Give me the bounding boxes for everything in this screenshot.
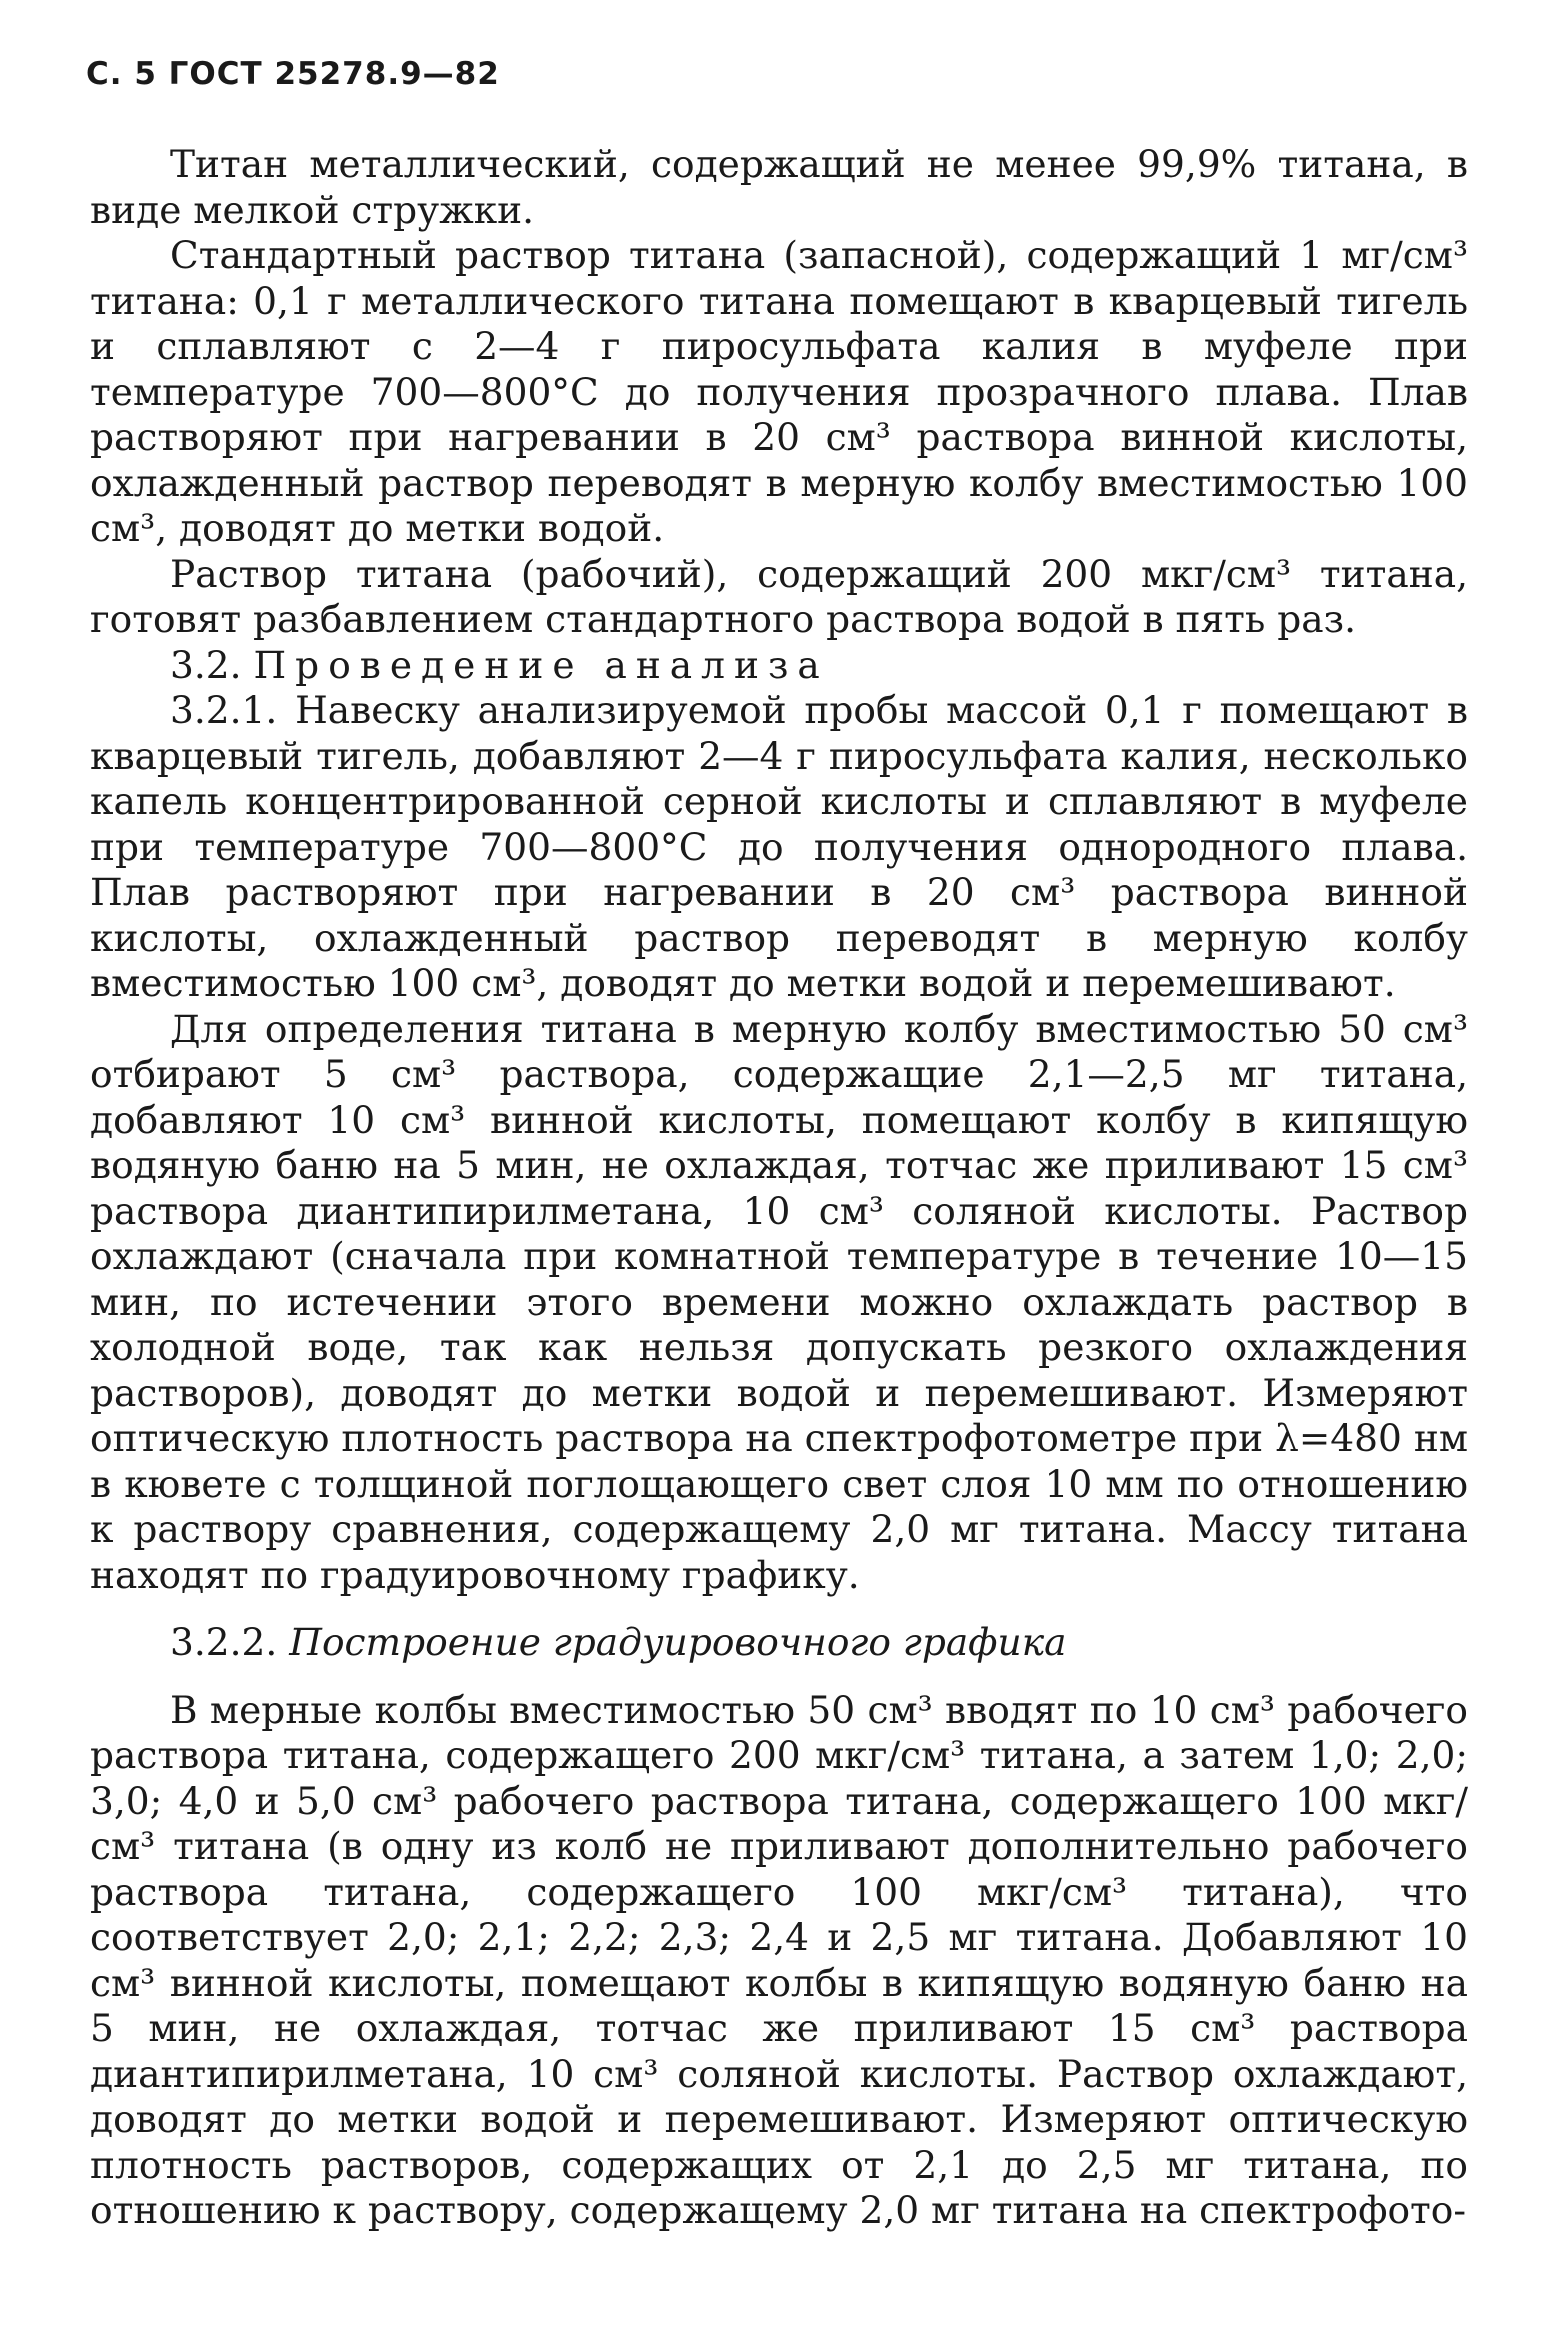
paragraph-working-solution: Раствор титана (рабочий), содержащий 200 мкг/см³ титана, готовят разбавлением стандартного раствора водой в пять раз. (90, 551, 1468, 641)
paragraph-calibration: В мерные колбы вместимостью 50 см³ вводят по 10 см³ рабочего раствора титана, содержащего 200 мкг/см³ титана, а затем 1,0; 2,0; 3,0; 4,0 и 5,0 см³ рабочего раствора титана, содержащего 100 мкг/см³ титана (в одну из колб не приливают дополнительно рабочего раствора титана, содержащего 100 мкг/см³ титана), что соответствует 2,0; 2,1; 2,2; 2,3; 2,4 и 2,5 мг титана. Добавляют 10 см³ винной кислоты, помещают колбы в кипящую водяную баню на 5 мин, не охлаждая, тотчас же приливают 15 см³ раствора диантипирилметана, 10 см³ соляной кислоты. Раствор охлаждают, доводят до метки водой и перемешивают. Измеряют оптическую плотность растворов, содержащих от 2,1 до 2,5 мг титана, по отношению к раствору, содержащему 2,0 мг титана на спектрофото- (90, 1687, 1468, 2232)
paragraph-standard-solution: Стандартный раствор титана (запасной), содержащий 1 мг/см³ титана: 0,1 г металлического титана помещают в кварцевый тигель и сплавляют с 2—4 г пиросульфата калия в муфеле при температуре 700—800°С до получения прозрачного плава. Плав растворяют при нагревании в 20 см³ раствора винной кислоты, охлажденный раствор переводят в мерную колбу вместимостью 100 см³, доводят до метки водой. (90, 233, 1468, 550)
section-number: 3.2.1. (170, 688, 278, 732)
document-body (90, 142, 1468, 2234)
section-text: Навеску анализируемой пробы массой 0,1 г помещают в кварцевый тигель, добавляют 2—4 г пиросульфата калия, несколько капель концентрированной серной кислоты и сплавляют в муфеле при температуре 700—800°С до получения однородного плава. Плав растворяют при нагревании в 20 см³ раствора винной кислоты, охлажденный раствор переводят в мерную колбу вместимостью 100 см³, доводят до метки водой и перемешивают. (90, 688, 1469, 1005)
section-title: Построение градуировочного графика (289, 1620, 1067, 1664)
section-title: Проведение анализа (253, 642, 829, 687)
section-heading-3-2-2 (90, 1620, 1468, 1666)
section-3-2-1 (90, 688, 1468, 1007)
section-number: 3.2. (170, 642, 242, 687)
paragraph-titanium-metal: Титан металлический, содержащий не менее 99,9% титана, в виде мелкой стружки. (90, 142, 1468, 232)
paragraph-determination: Для определения титана в мерную колбу вместимостью 50 см³ отбирают 5 см³ раствора, содержащие 2,1—2,5 мг титана, добавляют 10 см³ винной кислоты, помещают колбу в кипящую водяную баню на 5 мин, не охлаждая, тотчас же приливают 15 см³ раствора диантипирилметана, 10 см³ соляной кислоты. Раствор охлаждают (сначала при комнатной температуре в течение 10—15 мин, по истечении этого времени можно охлаждать раствор в холодной воде, так как нельзя допускать резкого охлаждения растворов), доводят до метки водой и перемешивают. Измеряют оптическую плотность раствора на спектрофотометре при λ=480 нм в кювете с толщиной поглощающего свет слоя 10 мм по отношению к раствору сравнения, содержащему 2,0 мг титана. Массу титана находят по градуировочному графику. (90, 1006, 1468, 1597)
section-number: 3.2.2. (170, 1620, 278, 1664)
page-header: С. 5 ГОСТ 25278.9—82 (86, 56, 500, 92)
section-heading-3-2 (90, 643, 1468, 689)
